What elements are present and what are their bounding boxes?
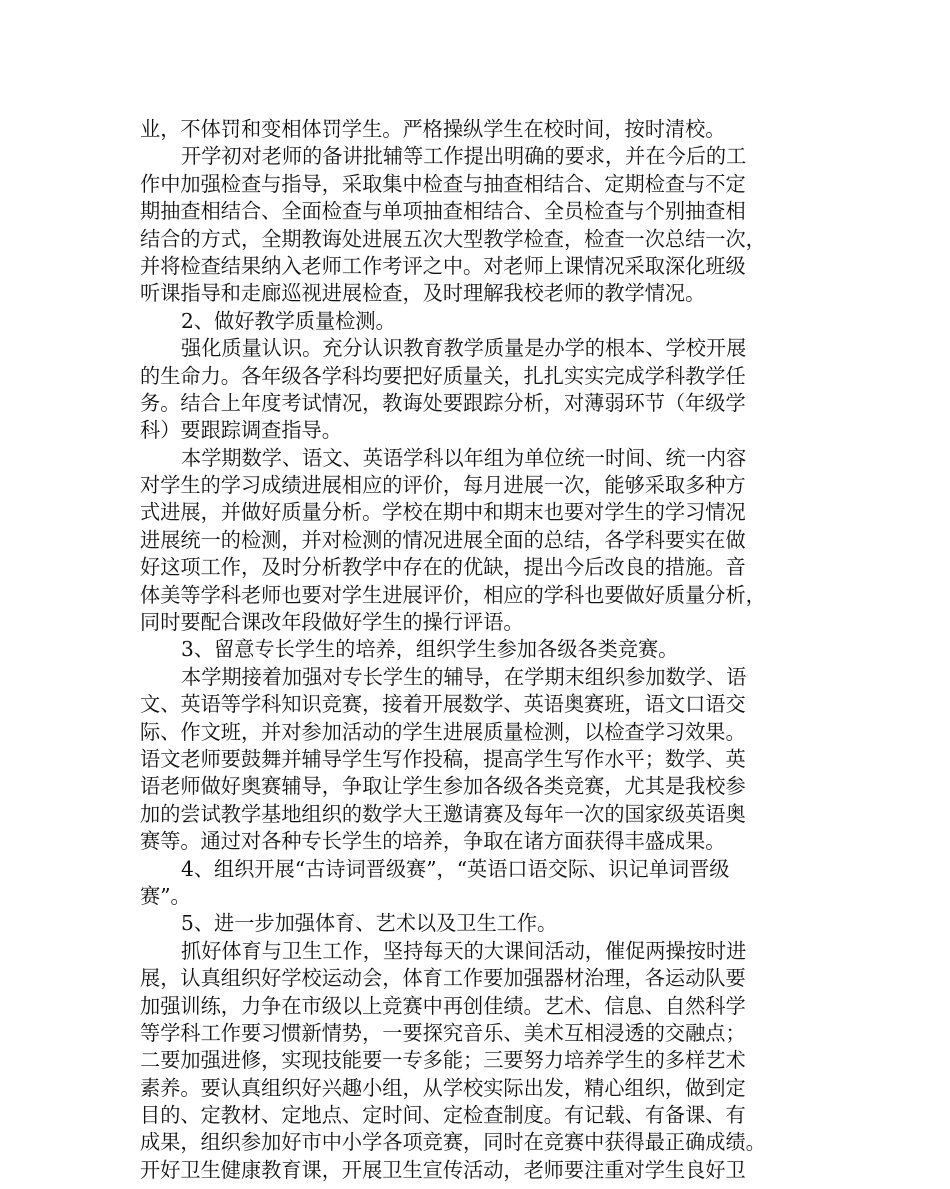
- text-line: 务。结合上年度考试情况，教诲处要跟踪分析，对薄弱环节（年级学: [140, 390, 746, 415]
- text-line: 成果，组织参加好市中小学各项竞赛，同时在竞赛中获得最正确成绩。: [140, 1130, 766, 1155]
- text-line: 听课指导和走廊巡视进展检查，及时理解我校老师的教学情况。: [140, 281, 706, 306]
- text-line: 期抽查相结合、全面检查与单项抽查相结合、全员检查与个别抽查相: [140, 199, 746, 224]
- text-line: 强化质量认识。充分认识教育教学质量是办学的根本、学校开展: [181, 336, 747, 361]
- text-line: 赛等。通过对各种专长学生的培养，争取在诸方面获得丰盛成果。: [140, 829, 726, 854]
- text-line: 文、英语等学科知识竞赛，接着开展数学、英语奥赛班，语文口语交: [140, 692, 746, 717]
- text-line: 本学期数学、语文、英语学科以年组为单位统一时间、统一内容: [181, 445, 747, 470]
- document-page: [140, 116, 820, 1184]
- text-line: 结合的方式，全期教诲处进展五次大型教学检查，检查一次总结一次，: [140, 226, 766, 251]
- text-line: 赛”。: [140, 883, 191, 908]
- text-line: 5、进一步加强体育、艺术以及卫生工作。: [181, 911, 558, 936]
- text-line: 语文老师要鼓舞并辅导学生写作投稿，提高学生写作水平；数学、英: [140, 746, 746, 771]
- text-line: 体美等学科老师也要对学生进展评价，相应的学科也要做好质量分析，: [140, 582, 766, 607]
- text-line: 等学科工作要习惯新情势，一要探究音乐、美术互相浸透的交融点；: [140, 1020, 746, 1045]
- text-line: 进展统一的检测，并对检测的情况进展全面的总结，各学科要实在做: [140, 527, 746, 552]
- text-line: 开好卫生健康教育课，开展卫生宣传活动，老师要注重对学生良好卫: [140, 1157, 746, 1182]
- text-line: 式进展，并做好质量分析。学校在期中和期末也要对学生的学习情况: [140, 500, 746, 525]
- text-line: 加强训练，力争在市级以上竞赛中再创佳绩。艺术、信息、自然科学: [140, 993, 746, 1018]
- text-line: 素养。要认真组织好兴趣小组，从学校实际出发，精心组织，做到定: [140, 1075, 746, 1100]
- text-line: 展，认真组织好学校运动会，体育工作要加强器材治理，各运动队要: [140, 966, 746, 991]
- text-line: 3、留意专长学生的培养，组织学生参加各级各类竞赛。: [181, 637, 679, 662]
- text-line: 2、做好教学质量检测。: [181, 308, 396, 333]
- text-line: 4、组织开展“古诗词晋级赛”，“英语口语交际、识记单词晋级: [181, 856, 730, 881]
- text-line: 好这项工作，及时分析教学中存在的优缺，提出今后改良的措施。音: [140, 555, 746, 580]
- document-body: [140, 116, 820, 1184]
- text-line: 作中加强检查与指导，采取集中检查与抽查相结合、定期检查与不定: [140, 171, 746, 196]
- text-line: 科）要跟踪调查指导。: [140, 418, 342, 443]
- text-line: 际、作文班，并对参加活动的学生进展质量检测，以检查学习效果。: [140, 719, 746, 744]
- text-line: 开学初对老师的备讲批辅等工作提出明确的要求，并在今后的工: [181, 144, 747, 169]
- text-line: 并将检查结果纳入老师工作考评之中。对老师上课情况采取深化班级: [140, 253, 746, 278]
- text-line: 业，不体罚和变相体罚学生。严格操纵学生在校时间，按时清校。: [140, 117, 726, 141]
- text-line: 抓好体育与卫生工作，坚持每天的大课间活动，催促两操按时进: [181, 938, 747, 963]
- text-line: 加的尝试教学基地组织的数学大王邀请赛及每年一次的国家级英语奥: [140, 801, 746, 826]
- text-line: 同时要配合课改年段做好学生的操行评语。: [140, 610, 524, 635]
- text-line: 二要加强进修，实现技能要一专多能；三要努力培养学生的多样艺术: [140, 1048, 746, 1073]
- text-line: 目的、定教材、定地点、定时间、定检查制度。有记载、有备课、有: [140, 1103, 746, 1128]
- text-line: 对学生的学习成绩进展相应的评价，每月进展一次，能够采取多种方: [140, 473, 746, 498]
- text-line: 本学期接着加强对专长学生的辅导，在学期末组织参加数学、语: [181, 664, 747, 689]
- text-line: 语老师做好奥赛辅导，争取让学生参加各级各类竞赛，尤其是我校参: [140, 774, 746, 799]
- text-line: 的生命力。各年级各学科均要把好质量关，扎扎实实完成学科教学任: [140, 363, 746, 388]
